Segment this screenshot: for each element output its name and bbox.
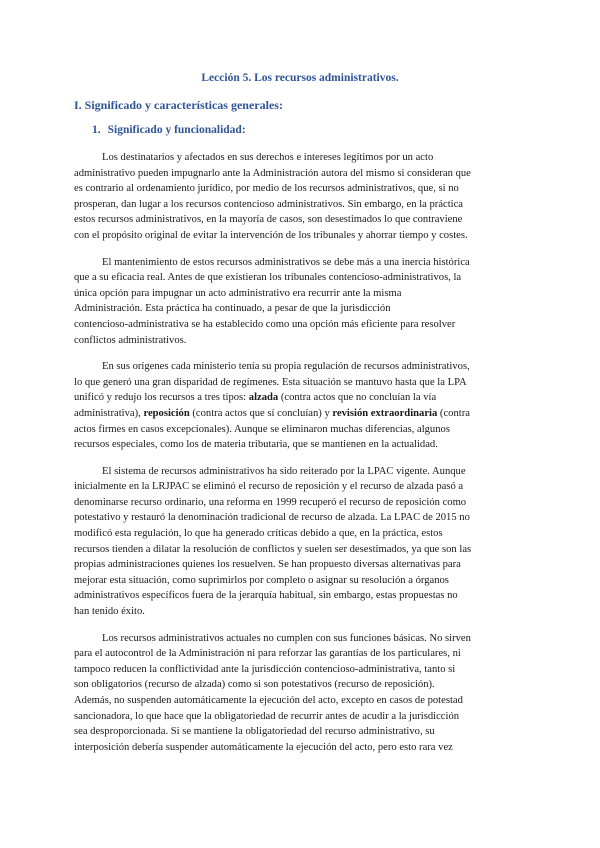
paragraph-3-text-2: (contra actos que no concluían la vía administrativa),	[74, 392, 437, 419]
subsection-heading	[92, 124, 246, 136]
section-heading: I. Significado y características generales:	[74, 98, 283, 112]
paragraph-3-text-4: (contra actos firmes en casos excepcionales). Aunque se eliminaron muchas diferencias, algunos recursos especiales, como los de materia tributaria, que se mantienen en la actualidad.	[74, 407, 470, 451]
paragraph-3-text-1: En sus orígenes cada ministerio tenía su propia regulación de recursos administrativos, lo que generó una gran disparidad de regímenes. Esta situación se mantuvo hasta que la LPA unificó y redujo los recursos a tres tipos:	[74, 361, 470, 404]
lesson-title: Lección 5. Los recursos administrativos.	[201, 72, 399, 84]
term-reposicion: reposición	[143, 407, 190, 419]
subsection-number: 1.	[92, 124, 101, 136]
paragraph-4: El sistema de recursos administrativos ha sido reiterado por la LPAC vigente. Aunque inicialmente en la LRJPAC se eliminó el recurso de reposición y el recurso de alzada pasó a denominarse recurso ordinario, una reforma en 1999 recuperó el recurso de reposición como potestativo y restauró la denominación tradicional de recurso de alzada. La LPAC de 2015 no modificó esta regulación, lo que ha generado críticas debido a que, en la práctica, estos recursos tienden a dilatar la resolución de conflictos y suelen ser desestimados, ya que son las propias administraciones quienes los resuelven. Se han propuesto diversas alternativas para mejorar esta situación, como suprimirlos por completo o asignar su resolución a órganos administrativos específicos fuera de la jerarquía habitual, sin embargo, estas propuestas no han tenido éxito.	[74, 465, 472, 618]
term-alzada: alzada	[248, 392, 279, 404]
term-revision-extraordinaria: revisión extraordinaria	[332, 407, 438, 419]
subsection-title: Significado y funcionalidad:	[107, 124, 246, 136]
body-text	[74, 150, 528, 766]
paragraph-2: El mantenimiento de estos recursos administrativos se debe más a una inercia histórica que a su eficacia real. Antes de que existieran los tribunales contencioso-administrativos, la única opción para impugnar un acto administrativo era recurrir ante la misma Administración. Esta práctica ha continuado, a pesar de que la jurisdicción contencioso-administrativa se ha establecido como una opción más eficiente para resolver conflictos administrativos.	[74, 256, 470, 346]
paragraph-3	[74, 359, 528, 453]
paragraph-1: Los destinatarios y afectados en sus derechos e intereses legítimos por un acto administrativo pueden impugnarlo ante la Administración autora del mismo si consideran que es contrario al ordenamiento jurídico, por medio de los recursos administrativos, que, si no prosperan, dan lugar a los recursos contencioso administrativos. Sin embargo, en la práctica estos recursos administrativos, en la mayoría de casos, son desestimados lo que contraviene con el propósito original de evitar la intervención de los tribunales y ahorrar tiempo y costes.	[74, 152, 471, 241]
paragraph-5: Los recursos administrativos actuales no cumplen con sus funciones básicas. No sirven para el autocontrol de la Administración ni para reforzar las garantías de los particulares, ni tampoco reducen la conflictividad ante la jurisdicción contencioso-administrativa, tanto si son obligatorios (recurso de alzada) como si son potestativos (recurso de reposición). Además, no suspenden automáticamente la ejecución del acto, excepto en casos de potestad sancionadora, lo que hace que la obligatoriedad de recurrir antes de acudir a la jurisdicción sea desproporcionada. Si se mantiene la obligatoriedad del recurso administrativo, su interposición debería suspender automáticamente la ejecución del acto, pero esto rara vez	[74, 632, 471, 753]
paragraph-3-text-3: (contra actos que sí concluían) y	[189, 407, 333, 419]
